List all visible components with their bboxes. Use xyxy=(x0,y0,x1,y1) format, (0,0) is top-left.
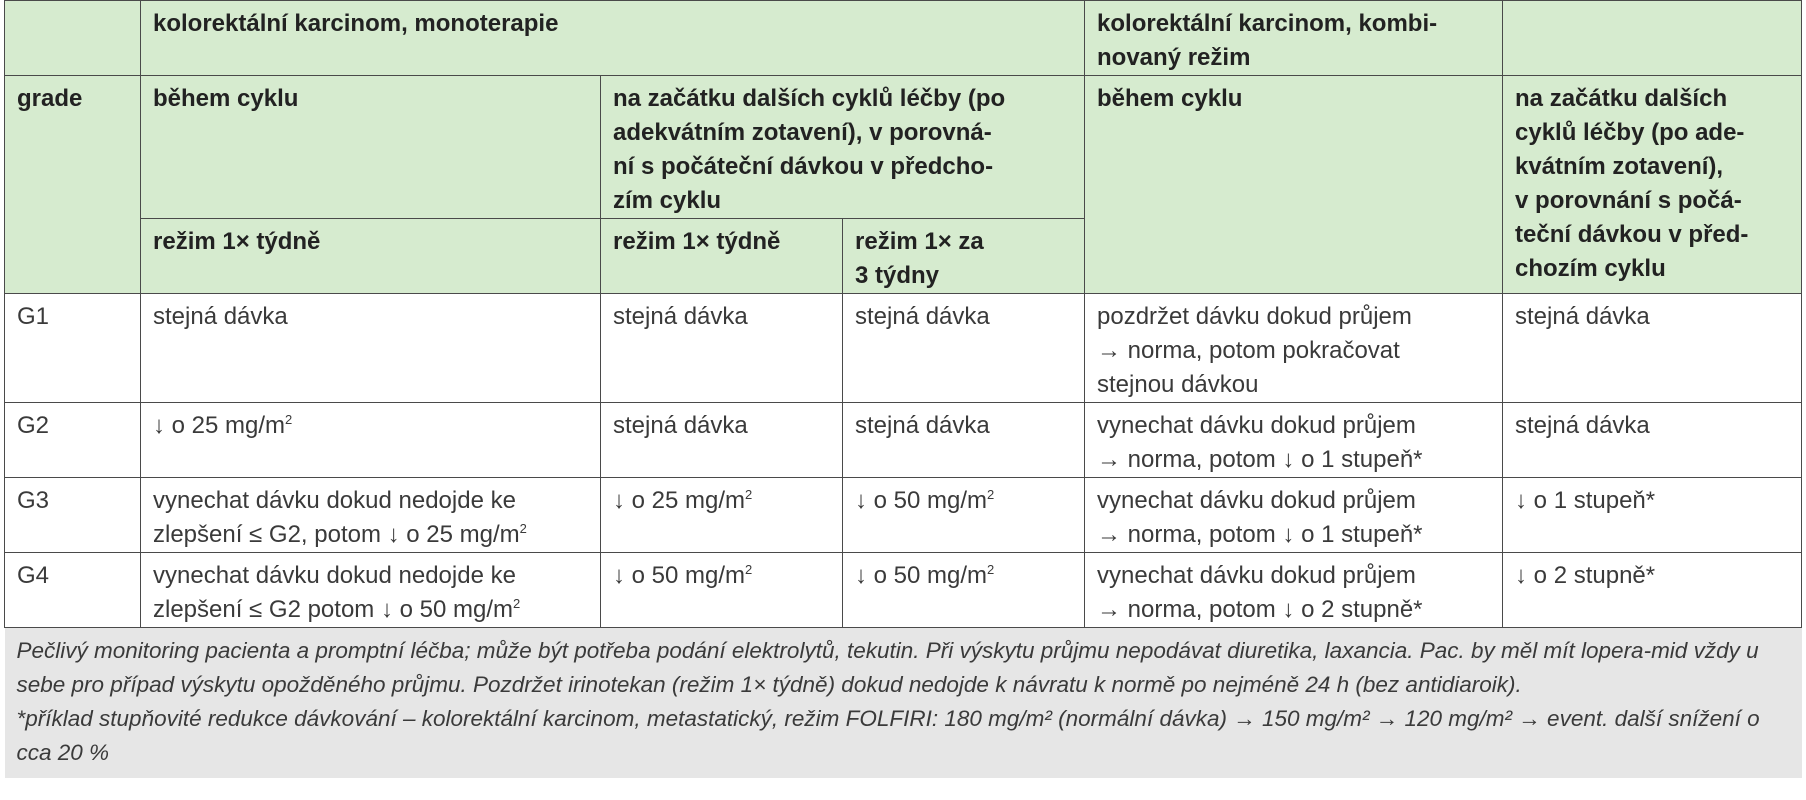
mono-weekly-cell: vynechat dávku dokud nedojde ke zlepšení ≤ G2 potom ↓ o 50 $mg/m^2$ xyxy=(141,553,601,628)
combo-next-cell: ↓ o 2 stupně* xyxy=(1503,553,1802,628)
next-weekly-cell: ↓ o 25 $mg/m^2$ xyxy=(601,478,843,553)
next-weekly-cell: ↓ o 50 $mg/m^2$ xyxy=(601,553,843,628)
regime-weekly-header: režim 1× týdně xyxy=(141,219,601,294)
combo-next-cell: stejná dávka xyxy=(1503,403,1802,478)
mono-weekly-cell: ↓ o 25 $mg/m^2$ xyxy=(141,403,601,478)
combo-during-cell: pozdržet dávku dokud průjem → norma, potom pokračovat stejnou dávkou xyxy=(1085,294,1503,403)
next-weekly-cell: stejná dávka xyxy=(601,403,843,478)
next-3weeks-cell: stejná dávka xyxy=(843,294,1085,403)
subheader-row xyxy=(5,76,1802,219)
col-header-mono-next: na začátku dalších cyklů léčby (po adekvátním zotavení), v porovná- ní s počáteční dávkou v předcho- zím cyklu xyxy=(601,76,1085,219)
regime-weekly-next-header: režim 1× týdně xyxy=(601,219,843,294)
grade-cell: G3 xyxy=(5,478,141,553)
grade-cell: G2 xyxy=(5,403,141,478)
next-weekly-cell: stejná dávka xyxy=(601,294,843,403)
footnote-row xyxy=(5,628,1802,779)
next-3weeks-cell: ↓ o 50 $mg/m^2$ xyxy=(843,553,1085,628)
mono-weekly-cell: vynechat dávku dokud nedojde ke zlepšení ≤ G2, potom ↓ o 25 $mg/m^2$ xyxy=(141,478,601,553)
combo-during-cell: vynechat dávku dokud průjem → norma, potom ↓ o 1 stupeň* xyxy=(1085,403,1503,478)
regime-3weeks-header: režim 1× za 3 týdny xyxy=(843,219,1085,294)
footnote xyxy=(5,628,1802,779)
table-row xyxy=(5,403,1802,478)
col-header-mono-during: během cyklu xyxy=(141,76,601,219)
combo-during-cell: vynechat dávku dokud průjem → norma, potom ↓ o 2 stupně* xyxy=(1085,553,1503,628)
group-header-row xyxy=(5,1,1802,76)
empty-corner-cell xyxy=(5,1,141,76)
group-header-combination: kolorektální karcinom, kombi- novaný režim xyxy=(1085,1,1503,76)
col-header-combo-during: během cyklu xyxy=(1085,76,1503,294)
mono-weekly-cell: stejná dávka xyxy=(141,294,601,403)
table-row xyxy=(5,478,1802,553)
combo-next-cell: ↓ o 1 stupeň* xyxy=(1503,478,1802,553)
next-3weeks-cell: stejná dávka xyxy=(843,403,1085,478)
table-row xyxy=(5,294,1802,403)
col-header-combo-next: na začátku dalších cyklů léčby (po ade- kvátním zotavení), v porovnání s počá- teční dávkou v před- chozím cyklu xyxy=(1503,76,1802,294)
dose-table-container xyxy=(4,0,1801,778)
grade-cell: G1 xyxy=(5,294,141,403)
combo-during-cell: vynechat dávku dokud průjem → norma, potom ↓ o 1 stupeň* xyxy=(1085,478,1503,553)
next-3weeks-cell: ↓ o 50 $mg/m^2$ xyxy=(843,478,1085,553)
group-header-monotherapy: kolorektální karcinom, monoterapie xyxy=(141,1,1085,76)
grade-cell: G4 xyxy=(5,553,141,628)
table-row xyxy=(5,553,1802,628)
footnote-text: Pečlivý monitoring pacienta a promptní léčba; může být potřeba podání elektrolytů, tekutin. Při výskytu průjmu nepodávat diuretika, laxancia. Pac. by měl mít lopera-mid vždy u sebe pro případ výskytu opožděného průjmu. Pozdržet irinotekan (režim 1× týdně) dokud nedojde k návratu k normě po nejméně 24 h (bez antidiaroik). xyxy=(16,638,1759,697)
dose-adjustment-table xyxy=(4,0,1802,778)
empty-header-cell xyxy=(1503,1,1802,76)
combo-next-cell: stejná dávka xyxy=(1503,294,1802,403)
col-header-grade: grade xyxy=(5,76,141,294)
footnote-example: *příklad stupňovité redukce dávkování – kolorektální karcinom, metastatický, režim FOLFIRI: 180 mg/m² (normální dávka) → 150 mg/m² → 120 mg/m² → event. další snížení o cca 20 % xyxy=(16,706,1760,765)
